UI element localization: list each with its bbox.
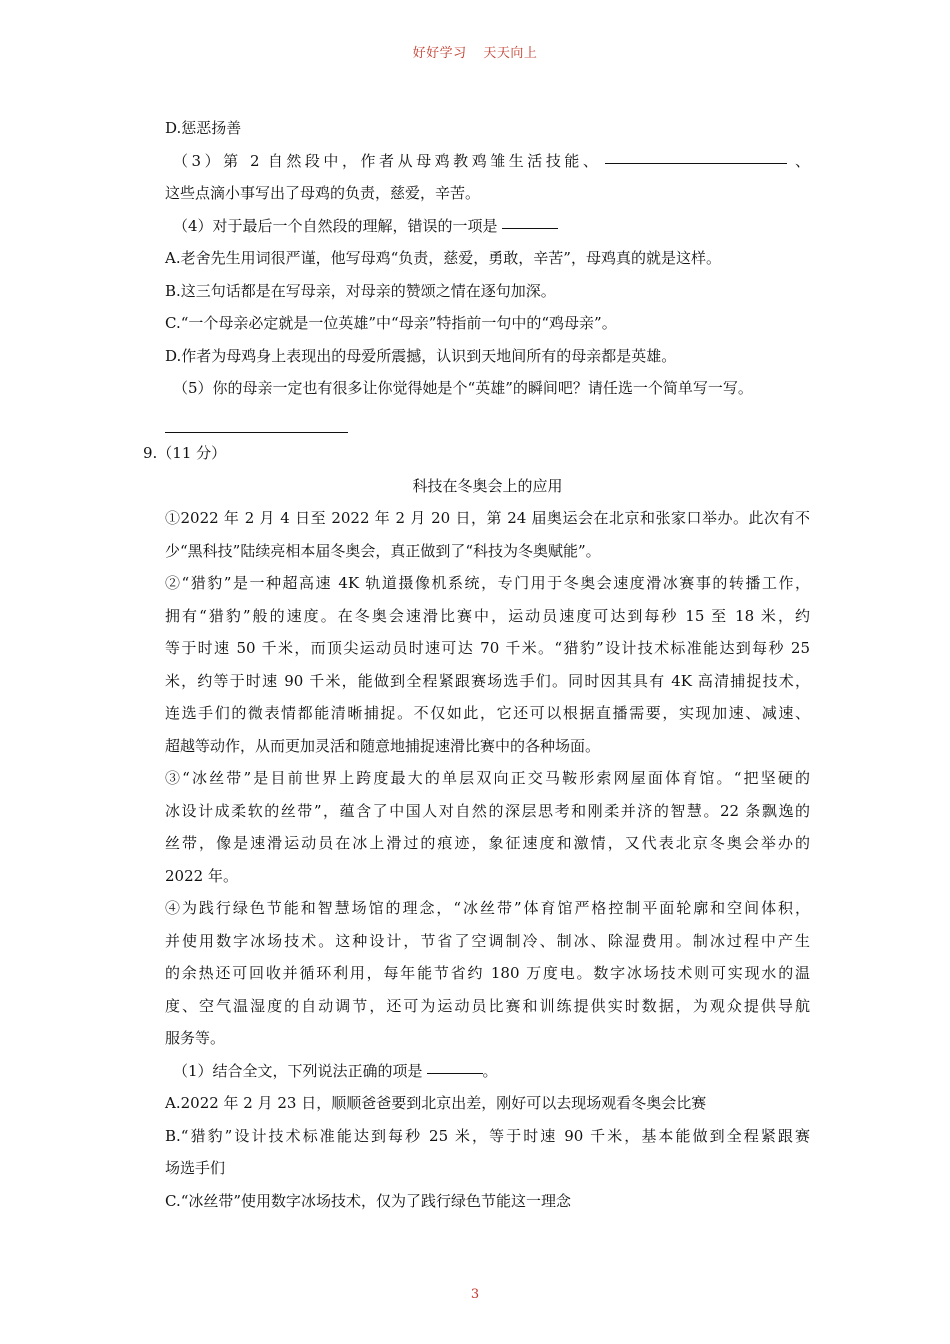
document-body <box>143 112 810 1217</box>
answer-blank[interactable] <box>502 210 558 229</box>
paragraph-3-line: 2022 年。 <box>165 866 238 885</box>
paragraph-3-line: 丝带，像是速滑运动员在冰上滑过的痕迹，象征速度和激情，又代表北京冬奥会举办的 <box>165 834 810 852</box>
header-motto-left: 好好学习 <box>412 46 467 61</box>
question-9-header <box>143 437 810 470</box>
question-3-continued: 这些点滴小事写出了母鸡的负责，慈爱，辛苦。 <box>165 184 481 202</box>
question-4-text: （4）对于最后一个自然段的理解，错误的一项是 <box>173 216 498 235</box>
question-4-option-c: C.“一个母亲必定就是一位英雄”中“母亲”特指前一句中的“鸡母亲”。 <box>165 314 617 332</box>
paragraph-4-line: 服务等。 <box>165 1029 226 1047</box>
article-title: 科技在冬奥会上的应用 <box>412 476 563 495</box>
question-5-answer-line[interactable] <box>165 405 810 438</box>
paragraph-2-line: 超越等动作，从而更加灵活和随意地捕捉速滑比赛中的各种场面。 <box>165 736 601 755</box>
question-9-1-option-b-continued: 场选手们 <box>165 1159 226 1177</box>
question-4-option-a: A.老舍先生用词很严谨，他写母鸡“负责，慈爱，勇敢，辛苦”，母鸡真的就是这样。 <box>165 249 721 267</box>
paragraph-2-line: ②“猎豹”是一种超高速 4K 轨道摄像机系统，专门用于冬奥会速度滑冰赛事的转播工作， <box>165 574 810 592</box>
paragraph-2-line: 等于时速 50 千米，而顶尖运动员时速可达 70 千米。“猎豹”设计技术标准能达到每秒 25 <box>165 639 810 657</box>
paragraph-4-line: 的余热还可回收并循环利用，每年能节省约 180 万度电。数字冰场技术则可实现水的温 <box>165 964 810 982</box>
paragraph-3-line: ③“冰丝带”是目前世界上跨度最大的单层双向正交马鞍形索网屋面体育馆。“把坚硬的 <box>165 769 810 787</box>
paragraph-1-line: ①2022 年 2 月 4 日至 2022 年 2 月 20 日，第 24 届奥运会在北京和张家口举办。此次有不 <box>165 509 810 527</box>
page-header <box>0 42 950 61</box>
question-5: （5）你的母亲一定也有很多让你觉得她是个“英雄”的瞬间吧？请任选一个简单写一写。 <box>173 379 753 397</box>
question-9-1-option-a: A.2022 年 2 月 23 日，顺顺爸爸要到北京出差，刚好可以去现场观看冬奥会比赛 <box>165 1094 707 1112</box>
question-9-1-end: 。 <box>482 1061 498 1080</box>
question-9-number: 9.（11 分） <box>143 444 227 462</box>
paragraph-2-line: 拥有“猎豹”般的速度。在冬奥会速滑比赛中，运动员速度可达到每秒 15 至 18 米，约 <box>165 606 810 625</box>
paragraph-4-line: ④为践行绿色节能和智慧场馆的理念，“冰丝带”体育馆严格控制平面轮廓和空间体积， <box>165 899 810 917</box>
question-3-text: （3）第 2 自然段中，作者从母鸡教鸡雏生活技能、 <box>173 151 602 170</box>
paragraph-2-line: 连选手们的微表情都能清晰捕捉。不仅如此，它还可以根据直播需要，实现加速、减速、 <box>165 704 810 722</box>
question-9-1-option-b: B.“猎豹”设计技术标准能达到每秒 25 米，等于时速 90 千米，基本能做到全程紧跟赛 <box>165 1126 810 1145</box>
question-4-option-d: D.作者为母鸡身上表现出的母爱所震撼，认识到天地间所有的母亲都是英雄。 <box>165 346 677 365</box>
question-9-1 <box>165 1055 810 1088</box>
question-4-option-b: B.这三句话都是在写母亲，对母亲的赞颂之情在逐句加深。 <box>165 281 556 300</box>
question-3 <box>165 145 810 178</box>
paragraph-4-line: 度、空气温湿度的自动调节，还可为运动员比赛和训练提供实时数据，为观众提供导航 <box>165 996 810 1015</box>
option-d-previous: D.惩恶扬善 <box>165 119 242 137</box>
question-4 <box>165 210 810 243</box>
page-number: 3 <box>470 1287 480 1302</box>
question-9-1-option-c: C.“冰丝带”使用数字冰场技术，仅为了践行绿色节能这一理念 <box>165 1191 572 1210</box>
answer-blank[interactable] <box>605 145 787 164</box>
paragraph-3-line: 冰设计成柔软的丝带”，蕴含了中国人对自然的深层思考和刚柔并济的智慧。22 条飘逸的 <box>165 801 810 820</box>
question-3-sep: 、 <box>791 151 810 170</box>
paragraph-2-line: 米，约等于时速 90 千米，能做到全程紧跟赛场选手们。同时因其具有 4K 高清捕捉技术， <box>165 671 810 690</box>
header-motto-right: 天天向上 <box>483 46 538 61</box>
paragraph-1-line: 少“黑科技”陆续亮相本届冬奥会，真正做到了“科技为冬奥赋能”。 <box>165 541 601 560</box>
paragraph-4-line: 并使用数字冰场技术。这种设计，节省了空调制冷、制冰、除湿费用。制冰过程中产生 <box>165 931 810 950</box>
question-9-1-text: （1）结合全文，下列说法正确的项是 <box>173 1061 423 1080</box>
answer-blank[interactable] <box>427 1055 483 1074</box>
answer-underline <box>165 432 348 433</box>
